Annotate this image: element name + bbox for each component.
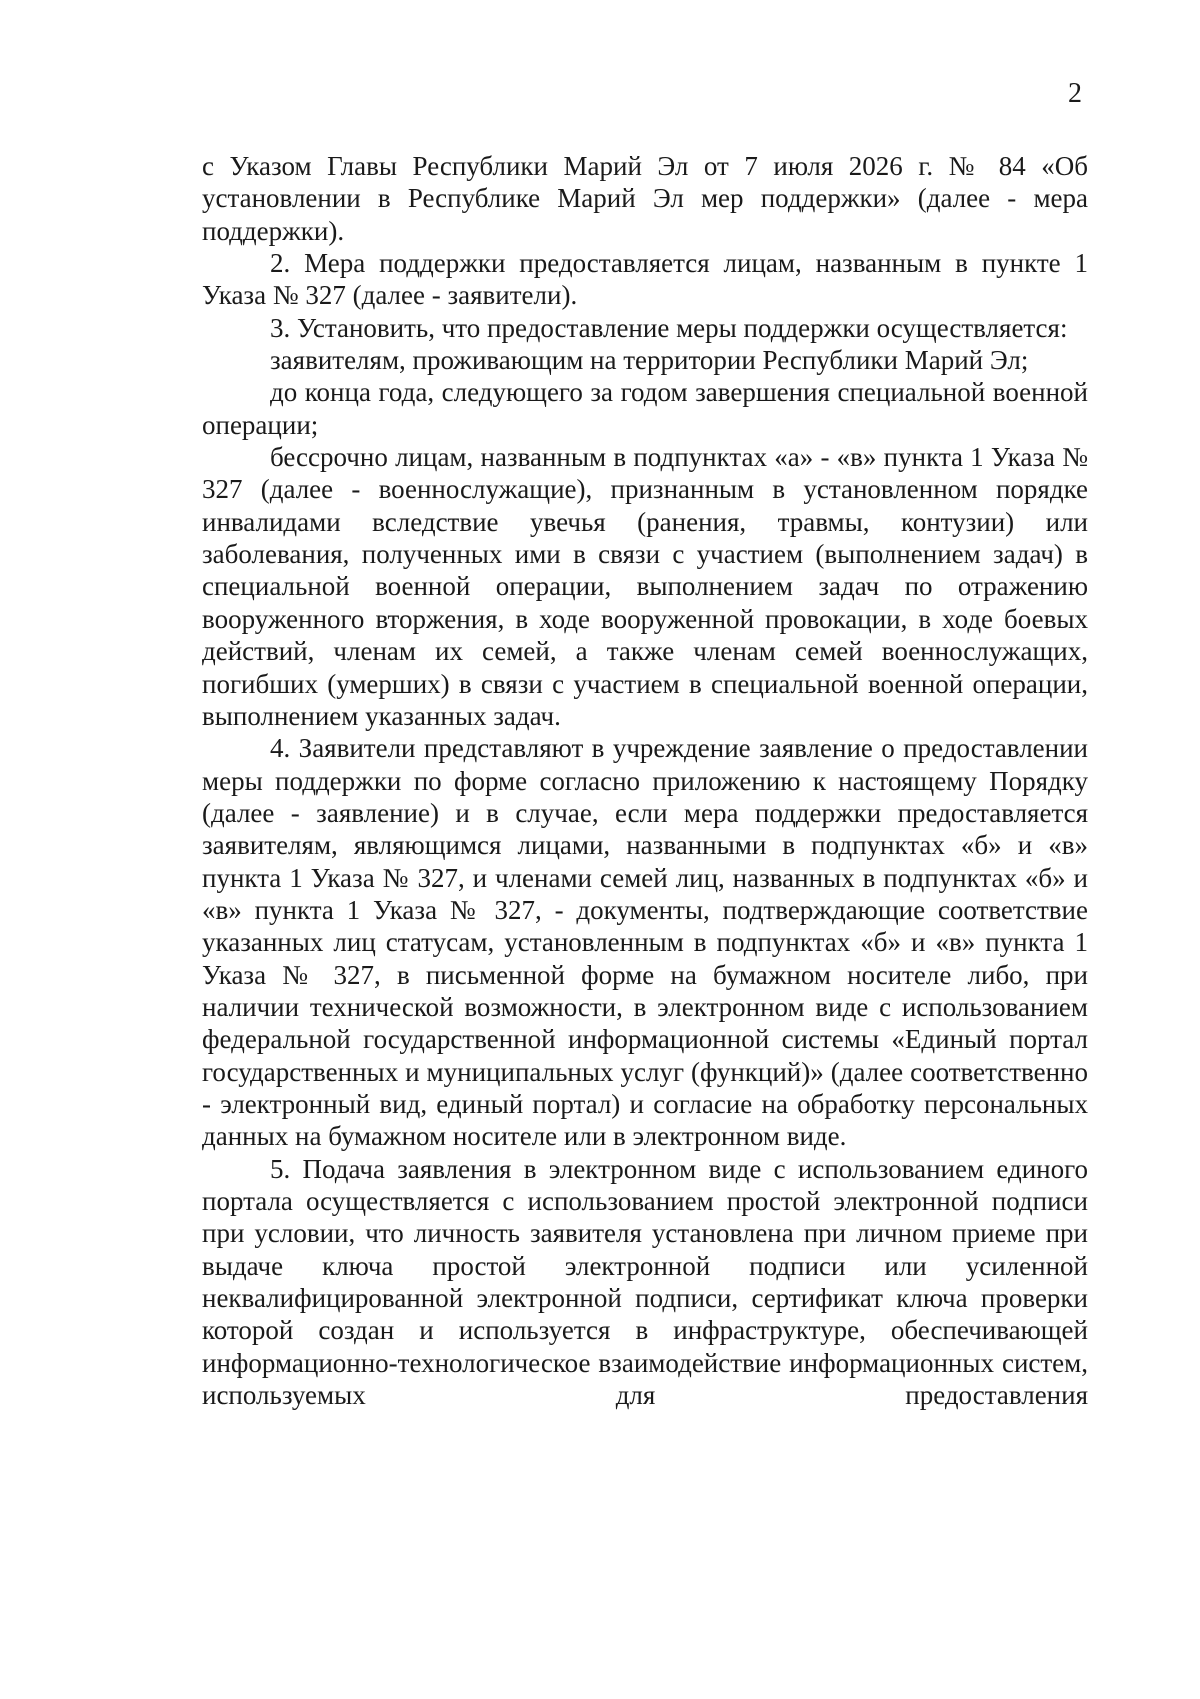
paragraph-decree-reference: с Указом Главы Республики Марий Эл от 7 июля 2026 г. № 84 «Об установлении в Республике Марий Эл мер поддержки» (далее - мера поддержки). <box>202 151 1088 246</box>
paragraph-3-provision: 3. Установить, что предоставление меры поддержки осуществляется: <box>270 312 1068 343</box>
paragraph-4-application: 4. Заявители представляют в учреждение заявление о предоставлении меры поддержки по форме согласно приложению к настоящему Порядку (далее - заявление) и в случае, если мера поддержки предоставляется заявителям, являющимся лицами, названными в подпунктах «б» и «в» пункта 1 Указа № 327, и членами семей лиц, названных в подпунктах «б» и «в» пункта 1 Указа № 327, - документы, подтверждающие соответствие указанных лиц статусам, установленным в подпунктах «б» и «в» пункта 1 Указа № 327, в письменной форме на бумажном носителе либо, при наличии технической возможности, в электронном виде с использованием федеральной государственной информационной системы «Единый портал государственных и муниципальных услуг (функций)» (далее соответственно - электронный вид, единый портал) и согласие на обработку персональных данных на бумажном носителе или в электронном виде. <box>202 733 1088 1152</box>
page-number: 2 <box>1068 78 1082 109</box>
paragraph-3-residence: заявителям, проживающим на территории Республики Марий Эл; <box>270 345 1029 376</box>
paragraph-2-applicants: 2. Мера поддержки предоставляется лицам, названным в пункте 1 Указа № 327 (далее - заявители). <box>202 248 1088 311</box>
document-body <box>202 150 1088 1411</box>
paragraph-3-term: до конца года, следующего за годом завершения специальной военной операции; <box>202 377 1088 440</box>
paragraph-5-electronic-submission: 5. Подача заявления в электронном виде с использованием единого портала осуществляется с использованием простой электронной подписи при условии, что личность заявителя установлена при личном приеме при выдаче ключа простой электронной подписи или усиленной неквалифицированной электронной подписи, сертификат ключа проверки которой создан и используется в инфраструктуре, обеспечивающей информационно-технологическое взаимодействие информационных систем, используемых для предоставления <box>202 1153 1088 1411</box>
paragraph-3-indefinite: бессрочно лицам, названным в подпунктах «а» - «в» пункта 1 Указа № 327 (далее - военнослужащие), признанным в установленном порядке инвалидами вследствие увечья (ранения, травмы, контузии) или заболевания, полученных ими в связи с участием (выполнением задач) в специальной военной операции, выполнением задач по отражению вооруженного вторжения, в ходе вооруженной провокации, в ходе боевых действий, членам их семей, а также членам семей военнослужащих, погибших (умерших) в связи с участием в специальной военной операции, выполнением указанных задач. <box>202 442 1088 731</box>
